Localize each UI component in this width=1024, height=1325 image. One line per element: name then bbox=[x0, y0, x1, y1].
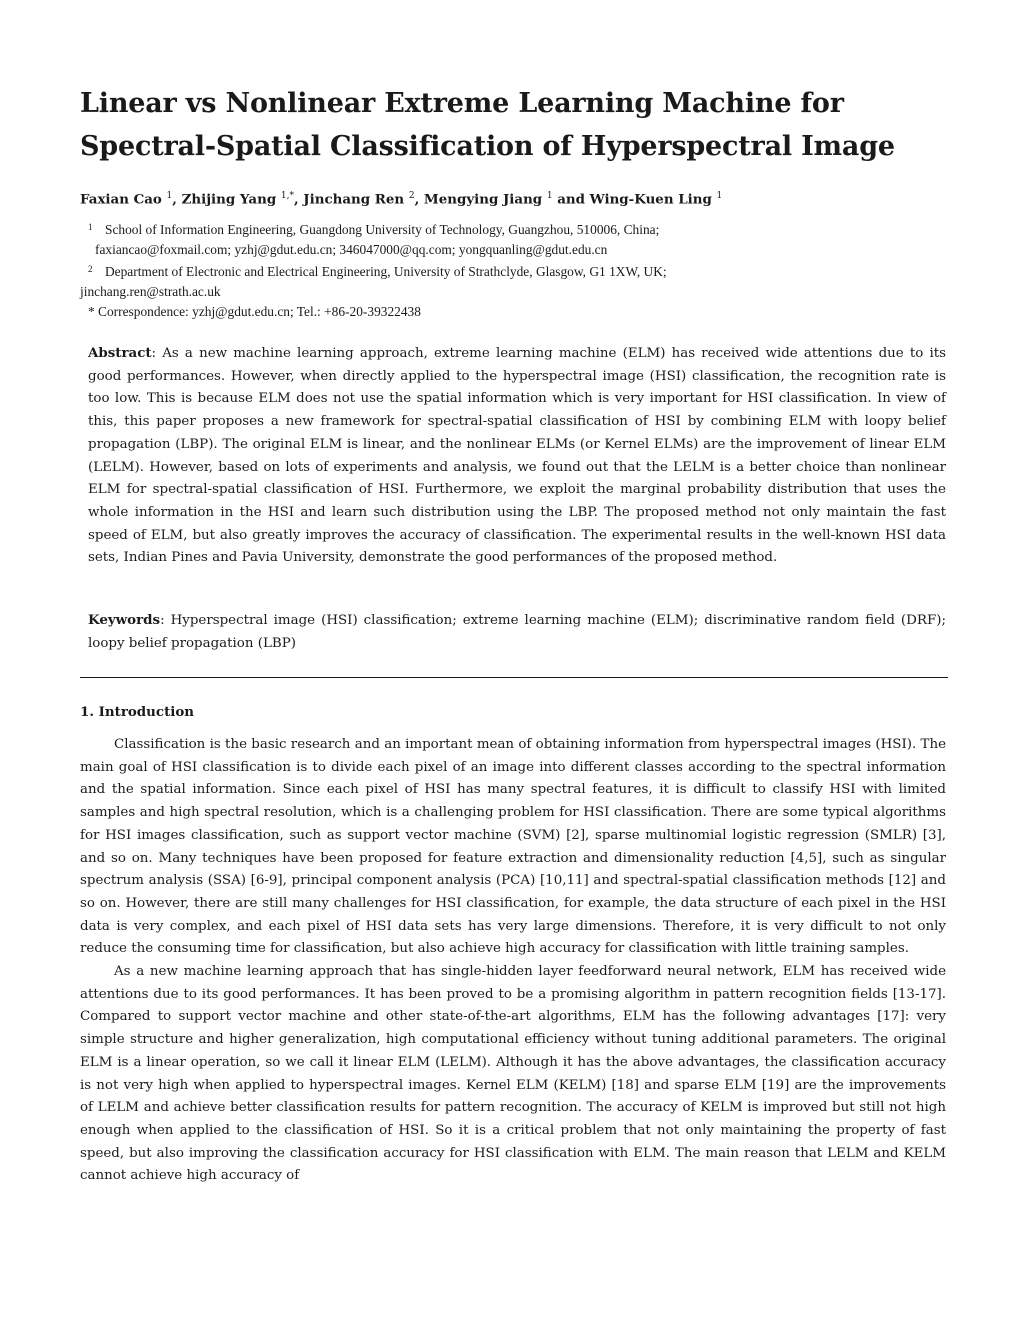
author-affiliation-mark: 2 bbox=[408, 191, 415, 201]
abstract bbox=[88, 342, 946, 570]
author-affiliation-mark: 1 bbox=[716, 191, 723, 201]
author-list bbox=[80, 186, 950, 209]
abstract-text: : As a new machine learning approach, extreme learning machine (ELM) has received wide attentions due to its good performances. However, when directly applied to the hyperspectral image (HSI) classification, the recognition rate is too low. This is because ELM does not use the spatial information which is very important for HSI classification. In view of this, this paper proposes a new framework for spectral-spatial classification of HSI by combining ELM with loopy belief propagation (LBP). The original ELM is linear, and the nonlinear ELMs (or Kernel ELMs) are the improvement of linear ELM (LELM). However, based on lots of experiments and analysis, we found out that the LELM is a better choice than nonlinear ELM for spectral-spatial classification of HSI. Furthermore, we exploit the marginal probability distribution that uses the whole information in the HSI and learn such distribution using the LBP. The proposed method not only maintain the fast speed of ELM, but also greatly improves the accuracy of classification. The experimental results in the well-known HSI data sets, Indian Pines and Pavia University, demonstrate the good performances of the proposed method. bbox=[88, 346, 946, 566]
author-name: Faxian Cao bbox=[80, 191, 162, 208]
keywords bbox=[88, 609, 946, 655]
correspondence-text: * Correspondence: yzhj@gdut.edu.cn; Tel.: +86-20-39322438 bbox=[88, 304, 421, 319]
body-paragraph: As a new machine learning approach that has single-hidden layer feedforward neural network, ELM has received wide attentions due to its good performances. It has been proved to be a promising algorithm in pattern recognition fields [13-17]. Compared to support vector machine and other state-of-the-art algorithms, ELM has the following advantages [17]: very simple structure and higher generalization, high computational efficiency without tuning additional parameters. The original ELM is a linear operation, so we call it linear ELM (LELM). Although it has the above advantages, the classification accuracy is not very high when applied to hyperspectral images. Kernel ELM (KELM) [18] and sparse ELM [19] are the improvements of LELM and achieve better classification results for pattern recognition. The accuracy of KELM is improved but still not high enough when applied to the classification of HSI. So it is a critical problem that not only maintaining the property of fast speed, but also improving the classification accuracy for HSI classification with ELM. The main reason that LELM and KELM cannot achieve high accuracy of bbox=[80, 964, 946, 1184]
affiliation-2 bbox=[80, 262, 948, 301]
affiliation-number: 2 bbox=[88, 264, 93, 274]
affiliation-emails: jinchang.ren@strath.ac.uk bbox=[80, 283, 221, 299]
author-affiliation-mark: 1 bbox=[546, 191, 553, 201]
author-name: , Mengying Jiang bbox=[414, 191, 543, 208]
correspondence bbox=[88, 302, 948, 322]
affiliation-number: 1 bbox=[88, 222, 93, 232]
author-affiliation-mark: 1,* bbox=[280, 191, 294, 201]
affiliation-1 bbox=[88, 220, 948, 259]
section-divider bbox=[80, 677, 948, 678]
affiliation-emails: faxiancao@foxmail.com; yzhj@gdut.edu.cn; 346047000@qq.com; yongquanling@gdut.edu.cn bbox=[95, 241, 608, 257]
abstract-label: Abstract bbox=[88, 345, 152, 361]
introduction-body bbox=[80, 734, 946, 1188]
keywords-text: : Hyperspectral image (HSI) classification; extreme learning machine (ELM); discriminative random field (DRF); loopy belief propagation (LBP) bbox=[88, 613, 946, 651]
section-heading-introduction: 1. Introduction bbox=[80, 704, 195, 720]
body-paragraph: Classification is the basic research and an important mean of obtaining information from hyperspectral images (HSI). The main goal of HSI classification is to divide each pixel of an image into different classes according to the spectral information and the spatial information. Since each pixel of HSI has many spectral features, it is difficult to classify HSI with limited samples and high spectral resolution, which is a challenging problem for HSI classification. There are some typical algorithms for HSI images classification, such as support vector machine (SVM) [2], sparse multinomial logistic regression (SMLR) [3], and so on. Many techniques have been proposed for feature extraction and dimensionality reduction [4,5], such as singular spectrum analysis (SSA) [6-9], principal component analysis (PCA) [10,11] and spectral-spatial classification methods [12] and so on. However, there are still many challenges for HSI classification, for example, the data structure of each pixel in the HSI data is very complex, and each pixel of HSI data sets has very large dimensions. Therefore, it is very difficult to not only reduce the consuming time for classification, but also achieve high accuracy for classification with little training samples. bbox=[80, 737, 946, 957]
author-name: and Wing-Kuen Ling bbox=[552, 191, 712, 208]
author-name: , Jinchang Ren bbox=[293, 191, 405, 208]
affiliation-text: Department of Electronic and Electrical Engineering, University of Strathclyde, Glasgow, G1 1XW, UK; bbox=[105, 264, 667, 279]
keywords-label: Keywords bbox=[88, 612, 161, 628]
affiliation-text: School of Information Engineering, Guangdong University of Technology, Guangzhou, 510006, China; bbox=[105, 222, 660, 237]
author-affiliation-mark: 1 bbox=[166, 191, 173, 201]
paper-title: Linear vs Nonlinear Extreme Learning Machine for Spectral-Spatial Classification of Hyperspectral Image bbox=[80, 88, 895, 162]
author-name: , Zhijing Yang bbox=[172, 191, 277, 208]
